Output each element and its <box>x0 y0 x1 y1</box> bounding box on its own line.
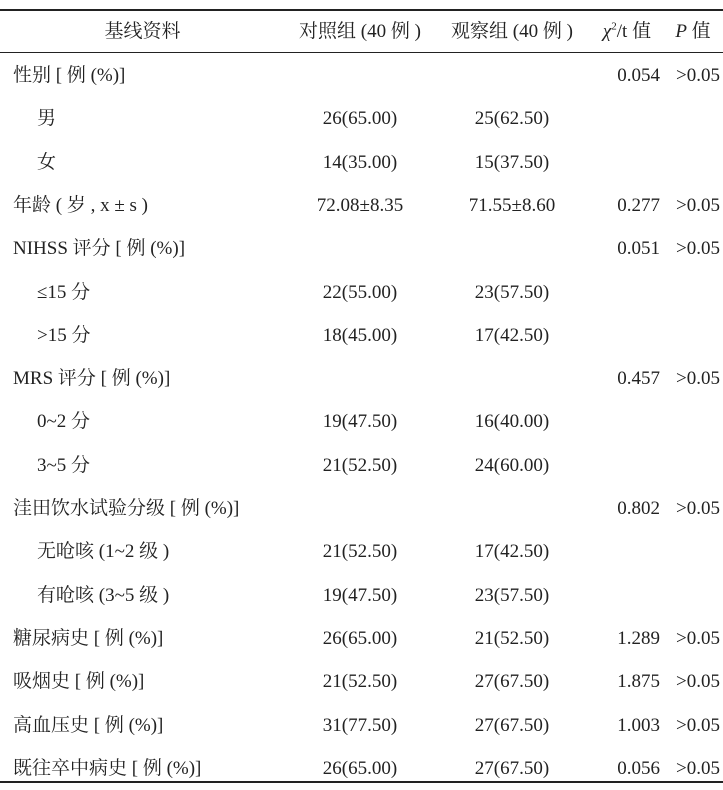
row-label: 洼田饮水试验分级 [ 例 (%)] <box>13 498 240 519</box>
control-value: 26(65.00) <box>322 757 398 779</box>
statistic-value: 0.054 <box>617 65 660 86</box>
row-label: 吸烟史 [ 例 (%)] <box>13 671 145 693</box>
control-value: 26(65.00) <box>322 627 398 649</box>
row-label: 3~5 分 <box>37 454 91 476</box>
p-value: >0.05 <box>676 238 720 260</box>
row-label: 年龄 ( 岁 , x ± s ) <box>13 194 148 216</box>
observation-value <box>437 487 587 530</box>
table-bottom-rule <box>0 781 723 783</box>
header-statistic <box>591 10 663 53</box>
p-value: >0.05 <box>676 368 720 390</box>
observation-value: 71.55±8.60 <box>468 194 556 216</box>
p-value: >0.05 <box>676 714 720 736</box>
statistic-value: 0.457 <box>617 368 660 390</box>
control-value: 18(45.00) <box>322 324 398 346</box>
control-value <box>285 357 435 400</box>
statistic-value <box>590 141 660 184</box>
control-value: 14(35.00) <box>322 151 398 173</box>
table-row <box>0 54 723 97</box>
statistic-value: 0.277 <box>617 194 660 216</box>
p-value: >0.05 <box>676 498 720 519</box>
statistic-value <box>590 444 660 487</box>
p-value <box>660 314 720 357</box>
row-label: 性别 [ 例 (%)] <box>13 65 126 86</box>
table-row <box>0 444 723 487</box>
header-stat-suffix: /t 值 <box>616 21 652 42</box>
p-value <box>660 574 720 617</box>
observation-value: 23(57.50) <box>474 281 550 303</box>
control-value <box>285 227 435 270</box>
statistic-value <box>590 400 660 443</box>
p-value: >0.05 <box>676 757 720 779</box>
row-label: MRS 评分 [ 例 (%)] <box>13 368 171 390</box>
observation-value: 23(57.50) <box>474 584 550 606</box>
table-row <box>0 271 723 314</box>
table-row <box>0 704 723 747</box>
observation-value: 17(42.50) <box>474 541 550 563</box>
header-chi-symbol: χ <box>602 21 612 42</box>
row-label: 女 <box>37 151 57 173</box>
p-value <box>660 141 720 184</box>
table-row <box>0 617 723 660</box>
header-p-value <box>663 10 723 53</box>
row-label: 男 <box>37 108 57 130</box>
row-label: 糖尿病史 [ 例 (%)] <box>13 627 164 649</box>
table-row <box>0 314 723 357</box>
row-label: 有呛咳 (3~5 级 ) <box>37 584 170 606</box>
control-value: 19(47.50) <box>322 411 398 433</box>
observation-value: 16(40.00) <box>474 411 550 433</box>
table-row <box>0 530 723 573</box>
statistic-value: 1.289 <box>617 627 660 649</box>
row-label: 高血压史 [ 例 (%)] <box>13 714 164 736</box>
observation-value <box>437 54 587 97</box>
p-value <box>660 97 720 140</box>
table-row <box>0 141 723 184</box>
header-label-column: 基线资料 <box>104 21 181 42</box>
statistic-value <box>590 530 660 573</box>
statistic-value: 0.056 <box>617 757 660 779</box>
control-value: 26(65.00) <box>322 108 398 130</box>
statistic-value: 0.051 <box>617 238 660 260</box>
table-row <box>0 227 723 270</box>
table-row <box>0 660 723 703</box>
table-row <box>0 357 723 400</box>
control-value: 72.08±8.35 <box>316 194 404 216</box>
table-row <box>0 97 723 140</box>
header-chi-superscript: 2 <box>611 20 617 33</box>
control-value: 31(77.50) <box>322 714 398 736</box>
table-row <box>0 487 723 530</box>
observation-value: 17(42.50) <box>474 324 550 346</box>
observation-value: 15(37.50) <box>474 151 550 173</box>
p-value: >0.05 <box>676 627 720 649</box>
row-label: 0~2 分 <box>37 411 91 433</box>
observation-value: 27(67.50) <box>474 757 550 779</box>
p-value <box>660 444 720 487</box>
p-value: >0.05 <box>676 65 720 86</box>
statistic-value <box>590 314 660 357</box>
observation-value <box>437 227 587 270</box>
header-p-letter: P <box>675 21 687 42</box>
control-value: 19(47.50) <box>322 584 398 606</box>
statistic-value: 1.003 <box>617 714 660 736</box>
observation-value <box>437 357 587 400</box>
table-header-row <box>0 10 723 53</box>
observation-value: 27(67.50) <box>474 714 550 736</box>
statistic-value <box>590 271 660 314</box>
row-label: NIHSS 评分 [ 例 (%)] <box>13 238 186 260</box>
header-p-suffix: 值 <box>686 21 711 42</box>
statistic-value <box>590 97 660 140</box>
observation-value: 21(52.50) <box>474 627 550 649</box>
table-row <box>0 184 723 227</box>
table-row <box>0 400 723 443</box>
p-value <box>660 271 720 314</box>
table-row <box>0 574 723 617</box>
p-value: >0.05 <box>676 671 720 693</box>
statistic-value <box>590 574 660 617</box>
row-label: >15 分 <box>37 324 91 346</box>
p-value <box>660 400 720 443</box>
statistic-value: 1.875 <box>617 671 660 693</box>
control-value: 22(55.00) <box>322 281 398 303</box>
observation-value: 25(62.50) <box>474 108 550 130</box>
control-value: 21(52.50) <box>322 541 398 563</box>
control-value: 21(52.50) <box>322 454 398 476</box>
control-value <box>285 487 435 530</box>
observation-value: 24(60.00) <box>474 454 550 476</box>
row-label: 无呛咳 (1~2 级 ) <box>37 541 170 563</box>
control-value <box>285 54 435 97</box>
control-value: 21(52.50) <box>322 671 398 693</box>
row-label: ≤15 分 <box>37 281 91 303</box>
header-observation-group: 观察组 (40 例 ) <box>451 21 573 42</box>
p-value: >0.05 <box>676 194 720 216</box>
table-header-rule <box>0 52 723 53</box>
header-control-group: 对照组 (40 例 ) <box>299 21 421 42</box>
statistic-value: 0.802 <box>617 498 660 519</box>
row-label: 既往卒中病史 [ 例 (%)] <box>13 757 202 779</box>
p-value <box>660 530 720 573</box>
table-row <box>0 747 723 790</box>
observation-value: 27(67.50) <box>474 671 550 693</box>
